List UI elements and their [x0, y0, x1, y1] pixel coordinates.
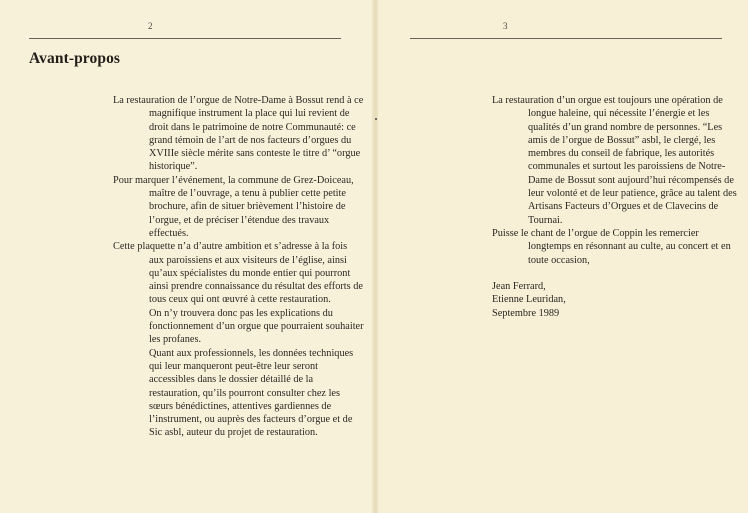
paragraph: Cette plaquette n’a d’autre ambition et s’adresse à la fois aux paroissiens et aux visiteurs de l’église, ainsi qu’aux spécialistes du monde entier qui pourront ainsi prendre connaissance du résultat des efforts de tous ceux qui ont œuvré à cette restauration.: [113, 241, 363, 306]
paragraph: La restauration d’un orgue est toujours une opération de longue haleine, qui nécessite l’énergie et les qualités d’un grand nombre de personnes. “Les amis de l’orgue de Bossut” asbl, le clergé, les membres du conseil de fabrique, les autorités communales et surtout les paroissiens de Notre-Dame de Bossut sont aujourd’hui récompensés de leur volonté et de leur patience, grâce au talent des Artisans Facteurs d’Orgues et de Clavecins de Tournai.: [492, 95, 737, 226]
page-number: 2: [148, 21, 153, 31]
page-number: 3: [503, 21, 508, 31]
signature-name: Jean Ferrard,: [492, 281, 546, 293]
section-heading: Avant-propos: [29, 50, 121, 67]
paragraph: Pour marquer l’événement, la commune de Grez-Doiceau, maître de l’ouvrage, a tenu à publier cette petite brochure, afin de situer brièvement l’histoire de l’orgue, et de préciser l’étendue des travaux effectués.: [113, 174, 354, 239]
right-body-text: [492, 94, 738, 320]
paper-speck: [375, 118, 377, 120]
paragraph: Puisse le chant de l’orgue de Coppin les remercier longtemps en résonnant au culte, au concert et en toute occasion,: [492, 227, 731, 266]
paragraph: On n’y trouvera donc pas les explications du fonctionnement d’un orgue que pourraient souhaiter les profanes.: [149, 307, 364, 346]
signature-block: [492, 280, 738, 320]
left-page: [0, 0, 373, 513]
right-page: [378, 0, 748, 513]
signature-date: Septembre 1989: [492, 307, 560, 319]
header-rule: [29, 38, 341, 39]
paragraph: Quant aux professionnels, les données techniques qui leur manqueront peut-être leur seront accessibles dans le dossier détaillé de la restauration, qu’ils pourront consulter chez les sœurs bénédictines, attentives gardiennes de l’instrument, ou auprès des facteurs d’orgue et de Sic asbl, auteur du projet de restauration.: [149, 347, 354, 439]
left-body-text: [113, 94, 364, 440]
paragraph: La restauration de l’orgue de Notre-Dame à Bossut rend à ce magnifique instrument la place qui lui revient de droit dans le patrimoine de notre Communauté: ce grand témoin de l’art de nos facteurs d’orgues du XVIIIe siècle mérite sans conteste le titre d’ “orgue historique”.: [113, 95, 364, 173]
signature-name: Etienne Leuridan,: [492, 294, 566, 306]
header-rule: [410, 38, 722, 39]
